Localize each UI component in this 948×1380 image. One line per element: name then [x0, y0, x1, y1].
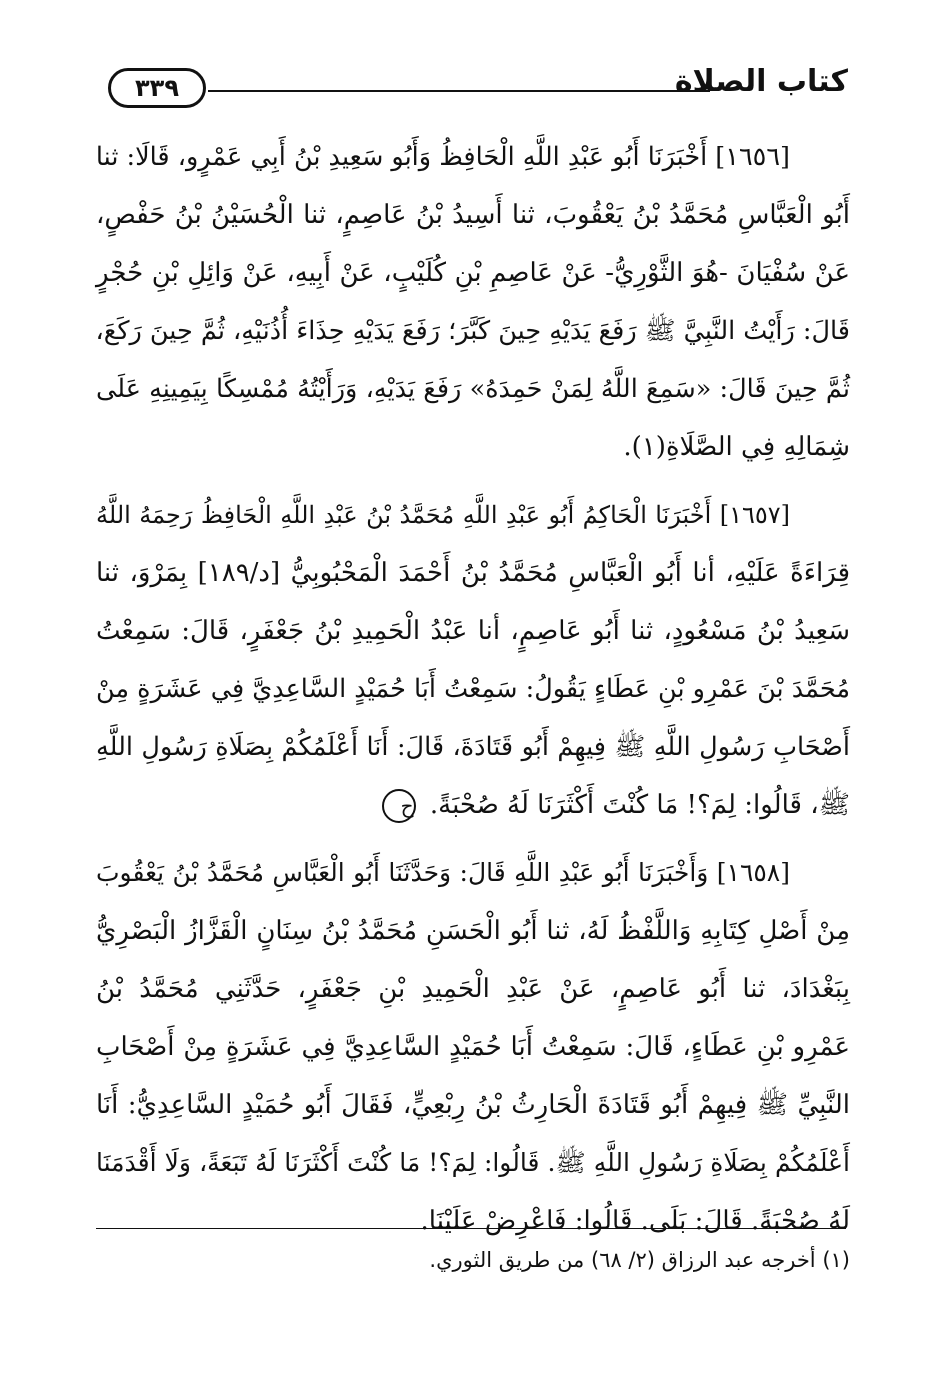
header-rule [208, 90, 710, 92]
text-line: عَنْ سُفْيَانَ -هُوَ الثَّوْرِيُّ- عَنْ عَاصِمِ بْنِ كُلَيْبٍ، عَنْ أَبِيهِ، عَنْ وَائِلِ بْنِ حُجْرٍ [96, 258, 850, 288]
body-text [96, 128, 850, 1260]
paragraph-1658 [96, 844, 850, 1250]
text-line: أَبُو الْعَبَّاسِ مُحَمَّدُ بْنُ يَعْقُوبَ، ثنا أَسِيدُ بْنُ عَاصِمٍ، ثنا الْحُسَيْنُ بْنُ حَفْصٍ، [96, 200, 850, 230]
text-line: ثُمَّ حِينَ قَالَ: «سَمِعَ اللَّهُ لِمَنْ حَمِدَهُ» رَفَعَ يَدَيْهِ، وَرَأَيْتُهُ مُمْسِكًا بِيَمِينِهِ عَلَى [96, 374, 850, 404]
tahwil-mark: ح [382, 789, 416, 823]
page-number: ٣٣٩ [108, 68, 206, 108]
footnote-divider [96, 1228, 846, 1229]
text-line: مُحَمَّدَ بْنَ عَمْرِو بْنِ عَطَاءٍ يَقُولُ: سَمِعْتُ أَبَا حُمَيْدٍ السَّاعِدِيَّ فِي عَشَرَةٍ مِنْ [96, 674, 850, 704]
paragraph-1657 [96, 486, 850, 834]
text-line: لَهُ صُحْبَةً. قَالَ: بَلَى. قَالُوا: فَاعْرِضْ عَلَيْنَا. [420, 1206, 850, 1236]
text-line: مِنْ أَصْلِ كِتَابِهِ وَاللَّفْظُ لَهُ، ثنا أَبُو الْحَسَنِ مُحَمَّدُ بْنُ سِنَانٍ الْقَزَّازُ الْبَصْرِيُّ [96, 916, 850, 946]
text-line: قِرَاءَةً عَلَيْهِ، أنا أَبُو الْعَبَّاسِ مُحَمَّدُ بْنُ أَحْمَدَ الْمَحْبُوبِيُّ [د/١٨٩] بِمَرْوَ، ثنا [96, 558, 850, 588]
text-line: [١٦٥٨] وَأَخْبَرَنَا أَبُو عَبْدِ اللَّهِ قَالَ: وَحَدَّثَنَا أَبُو الْعَبَّاسِ مُحَمَّدُ بْنُ يَعْقُوبَ [96, 858, 790, 887]
text-line: [١٦٥٧] أَخْبَرَنَا الْحَاكِمُ أَبُو عَبْدِ اللَّهِ مُحَمَّدُ بْنُ عَبْدِ اللَّهِ الْحَافِظُ رَحِمَهُ اللَّهُ [96, 501, 790, 529]
text-line: [١٦٥٦] أَخْبَرَنَا أَبُو عَبْدِ اللَّهِ الْحَافِظُ وَأَبُو سَعِيدِ بْنُ أَبِي عَمْرٍو، قَالَا: ثنا [95, 142, 790, 172]
text-line: أَعْلَمُكُمْ بِصَلَاةِ رَسُولِ اللَّهِ ﷺ. قَالُوا: لِمَ؟! مَا كُنْتَ أَكْثَرَنَا لَهُ تَبَعَةً، وَلَا أَقْدَمَنَا [96, 1148, 850, 1177]
paragraph-1656 [96, 128, 850, 476]
text-line-with-mark [96, 776, 850, 834]
footnote: (١) أخرجه عبد الرزاق (٢/ ٦٨) من طريق الثوري. [429, 1248, 850, 1272]
text-line: سَعِيدُ بْنُ مَسْعُودٍ، ثنا أَبُو عَاصِمٍ، أنا عَبْدُ الْحَمِيدِ بْنُ جَعْفَرٍ، قَالَ: سَمِعْتُ [96, 616, 850, 646]
page-header [108, 62, 848, 118]
text-line: قَالَ: رَأَيْتُ النَّبِيَّ ﷺ رَفَعَ يَدَيْهِ حِينَ كَبَّرَ؛ رَفَعَ يَدَيْهِ حِذَاءَ أُذُنَيْهِ، ثُمَّ حِينَ رَكَعَ، [95, 316, 850, 346]
text-line: بِبَغْدَادَ، ثنا أَبُو عَاصِمٍ، عَنْ عَبْدِ الْحَمِيدِ بْنِ جَعْفَرٍ، حَدَّثَنِي مُحَمَّدُ بْنُ [96, 974, 850, 1004]
text-line: النَّبِيِّ ﷺ فِيهِمْ أَبُو قَتَادَةَ الْحَارِثُ بْنُ رِبْعِيٍّ، فَقَالَ أَبُو حُمَيْدٍ السَّاعِدِيُّ: أَنَا [96, 1090, 850, 1120]
text-line: أَصْحَابِ رَسُولِ اللَّهِ ﷺ فِيهِمْ أَبُو قَتَادَةَ، قَالَ: أَنَا أَعْلَمُكُمْ بِصَلَاةِ رَسُولِ اللَّهِ [96, 732, 850, 762]
text-line: شِمَالِهِ فِي الصَّلَاةِ(١). [623, 432, 850, 462]
book-title: كتاب الصلاة [674, 64, 848, 99]
text-line: عَمْرِو بْنِ عَطَاءٍ، قَالَ: سَمِعْتُ أَبَا حُمَيْدٍ السَّاعِدِيَّ فِي عَشَرَةٍ مِنْ أَصْحَابِ [96, 1032, 850, 1062]
text-line: ﷺ، قَالُوا: لِمَ؟! مَا كُنْتَ أَكْثَرَنَا لَهُ صُحْبَةً. [429, 790, 850, 820]
